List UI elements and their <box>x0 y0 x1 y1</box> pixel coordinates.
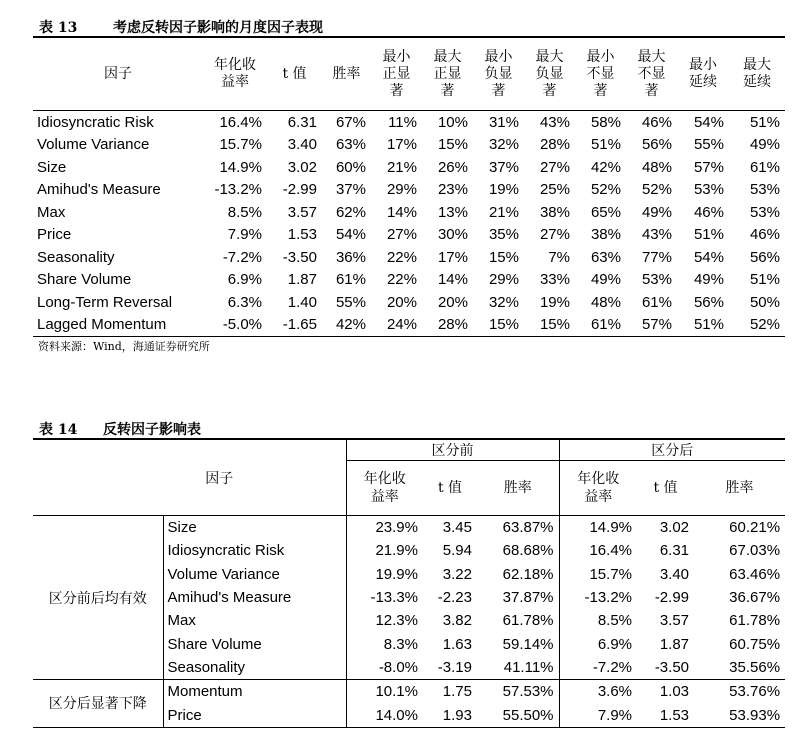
table-cell: 17% <box>386 136 417 154</box>
table-cell: 28% <box>422 314 473 337</box>
table-cell: 6.9% <box>227 271 262 289</box>
table-cell: 61% <box>641 293 672 311</box>
header-line: t 值 <box>437 480 463 496</box>
table-cell: 62% <box>335 203 366 221</box>
table14-sub-header <box>694 461 785 516</box>
table-cell: 29% <box>488 271 519 289</box>
table-cell: 51% <box>749 271 780 289</box>
factor-name: Seasonality <box>37 248 115 266</box>
header-line: t 值 <box>653 480 678 496</box>
table-cell: 10% <box>437 113 468 131</box>
table-cell: 15% <box>524 314 575 337</box>
table13-col-header <box>677 38 729 111</box>
factor-name: Volume Variance <box>167 565 280 583</box>
table-cell: 28% <box>539 136 570 154</box>
group-label: 区分前后均有效 <box>33 516 163 680</box>
table-cell: 3.02 <box>287 158 317 176</box>
factor-name: Amihud's Measure <box>167 589 292 607</box>
table-cell: 63.46% <box>729 565 781 583</box>
table-cell: 25% <box>539 181 570 199</box>
table-cell: 77% <box>641 248 672 266</box>
table-cell: -7.2% <box>559 656 637 680</box>
table-cell: -8.0% <box>346 656 423 680</box>
table-cell: 53% <box>641 271 672 289</box>
table14-number: 表 14 <box>39 422 78 438</box>
table-cell: 3.02 <box>637 516 694 540</box>
factor-name: Amihud's Measure <box>37 181 161 199</box>
header-line: 正显 <box>382 65 411 82</box>
table-cell: 15% <box>437 136 468 154</box>
header-line: 益率 <box>221 74 249 90</box>
table-cell: 57.53% <box>477 680 559 704</box>
header-line: 著 <box>593 82 608 99</box>
table-cell: 61.78% <box>502 612 554 630</box>
table-cell: 33% <box>539 271 570 289</box>
table-cell: 1.93 <box>423 703 477 727</box>
table-cell: 49% <box>641 203 672 221</box>
header-line: 延续 <box>689 74 717 90</box>
table-cell: 56% <box>641 136 672 154</box>
table-cell: 63% <box>590 248 621 266</box>
table14-header-row-1 <box>33 440 785 461</box>
table-cell: 49% <box>590 271 621 289</box>
factor-name: Long-Term Reversal <box>37 293 173 311</box>
table-cell: 67.03% <box>729 542 781 560</box>
table-cell: 41.11% <box>503 658 554 676</box>
table-cell: 62.18% <box>502 565 554 583</box>
table13-source: 资料来源：Wind，海通证券研究所 <box>38 340 210 353</box>
table-cell: 59.14% <box>502 635 554 653</box>
table-cell: 20% <box>437 293 468 311</box>
table-cell: -2.99 <box>282 181 317 199</box>
table-cell: 1.87 <box>659 635 690 653</box>
table13-col-header <box>729 38 785 111</box>
header-line: 益率 <box>584 489 613 505</box>
table-cell: 3.6% <box>559 680 637 704</box>
table13-col-header <box>626 38 677 111</box>
table14 <box>33 440 785 728</box>
factor-name: Share Volume <box>37 271 132 289</box>
table13-header-row <box>33 38 785 111</box>
table-cell: 19% <box>488 181 519 199</box>
header-line: 最小 <box>382 48 411 65</box>
table-cell: 37.87% <box>502 589 554 607</box>
header-line: 著 <box>389 82 404 99</box>
table-cell: 53% <box>749 203 780 221</box>
factor-name: Share Volume <box>167 635 262 653</box>
table-cell: 15.7% <box>219 136 262 154</box>
table-cell: 19% <box>539 293 570 311</box>
table-cell: 51% <box>749 113 780 131</box>
table-cell: 57% <box>626 314 677 337</box>
header-line: 不显 <box>586 65 615 82</box>
group-label: 区分后显著下降 <box>33 680 163 728</box>
header-line: 胜率 <box>725 480 754 496</box>
factor-name: Lagged Momentum <box>33 314 203 337</box>
header-line: 最大 <box>433 48 462 65</box>
header-line: 著 <box>644 82 659 99</box>
factor-name: Idiosyncratic Risk <box>37 113 154 131</box>
table-cell: 52% <box>729 314 785 337</box>
factor-name: Price <box>37 226 72 244</box>
table14-factor-header: 因子 <box>205 470 234 487</box>
table-cell: 36% <box>335 248 366 266</box>
table-cell: 48% <box>641 158 672 176</box>
table-cell: 46% <box>749 226 780 244</box>
table-row <box>33 156 785 179</box>
table-cell: 50% <box>749 293 780 311</box>
table-cell: 3.40 <box>659 565 690 583</box>
table-row <box>33 179 785 202</box>
table14-sub-header <box>477 461 559 516</box>
table13-number: 表 13 <box>39 20 78 36</box>
table-cell: 38% <box>539 203 570 221</box>
table-cell: 67% <box>335 113 366 131</box>
table-cell: 7.9% <box>227 226 262 244</box>
header-line: 胜率 <box>332 65 361 82</box>
table-row <box>33 269 785 292</box>
table-cell: 7.9% <box>559 703 637 727</box>
table-cell: 63% <box>335 136 366 154</box>
table-cell: 19.9% <box>346 563 423 586</box>
header-line: 延续 <box>743 74 771 90</box>
table-cell: 53% <box>693 181 724 199</box>
table-cell: 42% <box>590 158 621 176</box>
header-line: 负显 <box>535 65 564 82</box>
table-cell: 26% <box>437 158 468 176</box>
table-cell: 35.56% <box>729 658 781 676</box>
table13-caption <box>33 16 785 38</box>
table-cell: 42% <box>322 314 371 337</box>
table-cell: 53.93% <box>694 703 785 727</box>
factor-name: Seasonality <box>167 658 246 676</box>
table-cell: 6.31 <box>659 542 690 560</box>
table13-col-header <box>422 38 473 111</box>
table-cell: -13.2% <box>214 181 262 199</box>
factor-name: Max <box>37 203 66 221</box>
factor-name: Idiosyncratic Risk <box>167 542 285 560</box>
table-cell: -2.23 <box>437 589 472 607</box>
table-cell: 32% <box>488 293 519 311</box>
table14-after-header: 区分后 <box>559 440 785 461</box>
table-cell: -13.3% <box>346 586 423 609</box>
table-cell: 53.76% <box>694 680 785 704</box>
table-cell: 3.45 <box>423 516 477 540</box>
table-cell: 12.3% <box>346 609 423 632</box>
table-cell: 8.5% <box>227 203 262 221</box>
table-row <box>33 680 785 704</box>
table13-col-header <box>33 38 203 111</box>
table-cell: 23% <box>437 181 468 199</box>
table-cell: 3.40 <box>287 136 317 154</box>
table-cell: 61.78% <box>729 612 781 630</box>
table-cell: 1.03 <box>637 680 694 704</box>
factor-name: Volume Variance <box>37 136 150 154</box>
table-cell: 22% <box>386 248 417 266</box>
table-cell: -7.2% <box>222 248 262 266</box>
table-cell: 6.3% <box>227 293 262 311</box>
table-cell: 1.53 <box>637 703 694 727</box>
table-cell: 57% <box>693 158 724 176</box>
table-cell: -3.50 <box>654 658 690 676</box>
table-cell: 1.63 <box>442 635 472 653</box>
table-cell: 31% <box>488 113 519 131</box>
header-line: 最小 <box>586 48 615 65</box>
table-cell: 56% <box>693 293 724 311</box>
table-cell: 22% <box>386 271 417 289</box>
table13-col-header <box>267 38 322 111</box>
table-cell: 60.75% <box>729 635 781 653</box>
header-line: 最大 <box>637 48 666 65</box>
table13-col-header <box>473 38 524 111</box>
table13-title: 考虑反转因子影响的月度因子表现 <box>113 20 323 36</box>
table-cell: 58% <box>590 113 621 131</box>
table-cell: 36.67% <box>729 589 781 607</box>
table-cell: 43% <box>539 113 570 131</box>
table-cell: 37% <box>488 158 519 176</box>
table14-caption <box>33 418 785 440</box>
factor-name: Price <box>163 703 346 727</box>
table-cell: 53% <box>749 181 780 199</box>
table-cell: 3.57 <box>287 203 317 221</box>
table14-sub-header <box>559 461 637 516</box>
header-line: 最小 <box>484 48 513 65</box>
table-cell: 52% <box>590 181 621 199</box>
table-row <box>33 516 785 540</box>
table-cell: 8.5% <box>559 609 637 632</box>
table14-sub-header <box>423 461 477 516</box>
table-cell: 20% <box>386 293 417 311</box>
header-line: 因子 <box>104 65 132 82</box>
table-cell: 15% <box>488 248 519 266</box>
table-cell: 14.9% <box>559 516 637 540</box>
table-cell: 16.4% <box>559 539 637 562</box>
header-line: 最大 <box>535 48 564 65</box>
table-cell: 14.9% <box>219 158 262 176</box>
table-cell: 8.3% <box>346 632 423 655</box>
table14-sub-header <box>346 461 423 516</box>
table-cell: 3.57 <box>659 612 690 630</box>
header-line: 负显 <box>484 65 513 82</box>
table-cell: 56% <box>749 248 780 266</box>
factor-name: Momentum <box>163 680 346 704</box>
table-cell: 29% <box>386 181 417 199</box>
table-cell: 51% <box>590 136 621 154</box>
table-cell: 46% <box>641 113 672 131</box>
table-cell: 61% <box>749 158 780 176</box>
table-cell: 63.87% <box>477 516 559 540</box>
header-line: 年化收 <box>363 471 406 487</box>
table-cell: 21% <box>386 158 417 176</box>
table-cell: 43% <box>641 226 672 244</box>
table14-sub-header <box>637 461 694 516</box>
table-cell: 49% <box>693 271 724 289</box>
factor-name: Size <box>163 516 346 540</box>
table-cell: 13% <box>437 203 468 221</box>
table-cell: 35% <box>488 226 519 244</box>
table-row <box>33 314 785 337</box>
header-line: 不显 <box>637 65 666 82</box>
table-cell: 1.75 <box>423 680 477 704</box>
table-cell: 1.40 <box>287 293 317 311</box>
table-cell: 30% <box>437 226 468 244</box>
table-cell: 46% <box>693 203 724 221</box>
table-cell: 1.87 <box>287 271 317 289</box>
table-cell: 10.1% <box>346 680 423 704</box>
table-cell: 54% <box>693 248 724 266</box>
table-cell: 49% <box>749 136 780 154</box>
header-line: 著 <box>542 82 557 99</box>
table-cell: 48% <box>590 293 621 311</box>
table-cell: 55% <box>335 293 366 311</box>
table-cell: -5.0% <box>203 314 267 337</box>
table-row <box>33 246 785 269</box>
table-cell: 21% <box>488 203 519 221</box>
table-cell: 1.53 <box>287 226 317 244</box>
header-line: 著 <box>440 82 455 99</box>
table-cell: 27% <box>386 226 417 244</box>
table-cell: 16.4% <box>219 113 262 131</box>
table-cell: -3.19 <box>437 658 472 676</box>
table-cell: 11% <box>388 113 417 131</box>
table-cell: 14% <box>386 203 417 221</box>
table-cell: 24% <box>371 314 422 337</box>
header-line: 年化收 <box>577 471 620 487</box>
table14-title: 反转因子影响表 <box>103 422 201 438</box>
table-row <box>33 201 785 224</box>
factor-name: Max <box>167 612 196 630</box>
table13-col-header <box>203 38 267 111</box>
table-row <box>33 224 785 247</box>
table-cell: -3.50 <box>282 248 317 266</box>
table-cell: 51% <box>693 226 724 244</box>
header-line: 最小 <box>689 57 717 73</box>
table-cell: 7% <box>548 248 570 266</box>
table-row <box>33 134 785 157</box>
table13-col-header <box>575 38 626 111</box>
table-cell: 54% <box>335 226 366 244</box>
table-cell: 17% <box>437 248 468 266</box>
table-cell: 27% <box>539 226 570 244</box>
table-cell: 37% <box>335 181 366 199</box>
table-cell: 6.9% <box>559 632 637 655</box>
table-cell: 14.0% <box>346 703 423 727</box>
table-cell: 51% <box>677 314 729 337</box>
table-cell: 38% <box>590 226 621 244</box>
table-cell: 55.50% <box>477 703 559 727</box>
table-row <box>33 111 785 134</box>
table-cell: -2.99 <box>654 589 690 607</box>
table-cell: 15.7% <box>559 563 637 586</box>
table13-col-header <box>371 38 422 111</box>
table-cell: 3.82 <box>442 612 472 630</box>
table-cell: 23.9% <box>346 516 423 540</box>
table-cell: 68.68% <box>502 542 554 560</box>
table13 <box>33 38 785 337</box>
table-cell: 61% <box>335 271 366 289</box>
header-line: 正显 <box>433 65 462 82</box>
table-cell: 61% <box>575 314 626 337</box>
table-cell: 5.94 <box>442 542 472 560</box>
table13-col-header <box>322 38 371 111</box>
table-cell: 3.22 <box>442 565 472 583</box>
table-cell: 6.31 <box>287 113 317 131</box>
table-cell: -1.65 <box>267 314 322 337</box>
table-cell: 52% <box>641 181 672 199</box>
header-line: 胜率 <box>503 480 532 496</box>
factor-name: Size <box>37 158 67 176</box>
table-cell: 60% <box>335 158 366 176</box>
table-cell: 54% <box>693 113 724 131</box>
table-cell: 65% <box>590 203 621 221</box>
table-cell: 55% <box>693 136 724 154</box>
table-cell: 60.21% <box>694 516 785 540</box>
table-row <box>33 291 785 314</box>
table-cell: 21.9% <box>346 539 423 562</box>
table14-before-header: 区分前 <box>346 440 559 461</box>
table-cell: -13.2% <box>559 586 637 609</box>
table-cell: 32% <box>488 136 519 154</box>
table-cell: 14% <box>437 271 468 289</box>
header-line: 最大 <box>743 57 771 73</box>
header-line: 益率 <box>370 489 399 505</box>
table-cell: 27% <box>539 158 570 176</box>
header-line: 著 <box>491 82 506 99</box>
header-line: 年化收 <box>214 57 256 73</box>
header-line: t 值 <box>282 65 307 82</box>
table-cell: 15% <box>473 314 524 337</box>
table13-col-header <box>524 38 575 111</box>
